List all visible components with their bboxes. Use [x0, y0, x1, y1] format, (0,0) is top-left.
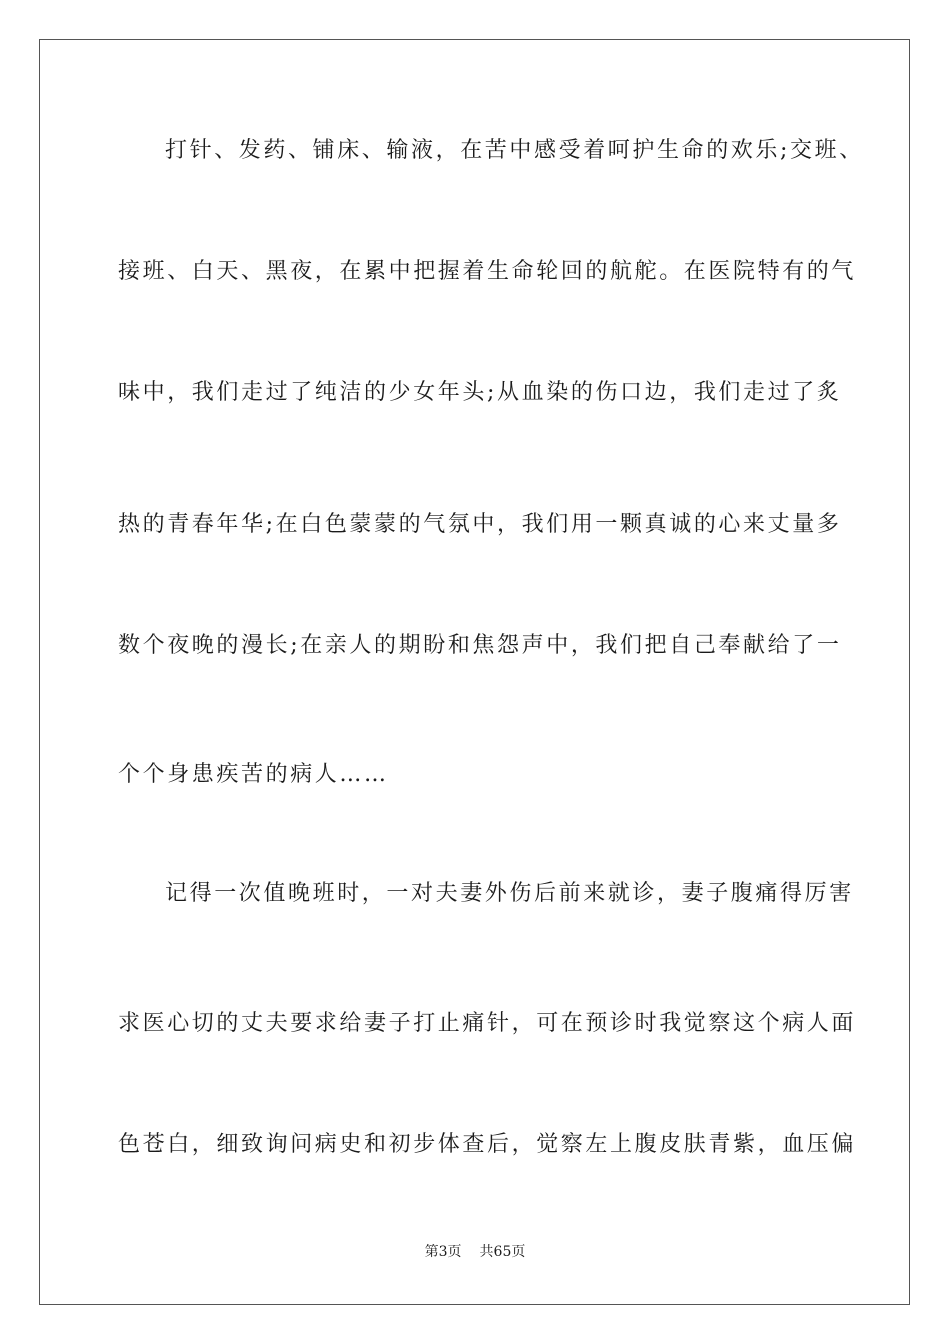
paragraph-2-line-1: 记得一次值晚班时，一对夫妻外伤后前来就诊，妻子腹痛得厉害 [165, 881, 854, 906]
page-total: 共65页 [479, 1244, 526, 1260]
page-number: 第3页 [424, 1244, 462, 1260]
paragraph-1-line-4: 热的青春年华;在白色蒙蒙的气氛中，我们用一颗真诚的心来丈量多 [118, 512, 842, 537]
paragraph-2-line-3: 色苍白，细致询问病史和初步体查后，觉察左上腹皮肤青紫，血压偏 [118, 1132, 857, 1157]
paragraph-2-line-2: 求医心切的丈夫要求给妻子打止痛针，可在预诊时我觉察这个病人面 [118, 1011, 857, 1036]
paragraph-1-line-5: 数个夜晚的漫长;在亲人的期盼和焦怨声中，我们把自己奉献给了一 [118, 633, 842, 658]
page-border [39, 39, 910, 1305]
paragraph-1-line-6: 个个身患疾苦的病人…… [118, 762, 389, 787]
paragraph-1-line-2: 接班、白天、黑夜，在累中把握着生命轮回的航舵。在医院特有的气 [118, 259, 857, 284]
paragraph-1-line-3: 味中，我们走过了纯洁的少女年头;从血染的伤口边，我们走过了炙 [118, 380, 842, 405]
paragraph-1-line-1: 打针、发药、铺床、输液，在苦中感受着呵护生命的欢乐;交班、 [165, 138, 864, 163]
page-footer [0, 1242, 950, 1262]
